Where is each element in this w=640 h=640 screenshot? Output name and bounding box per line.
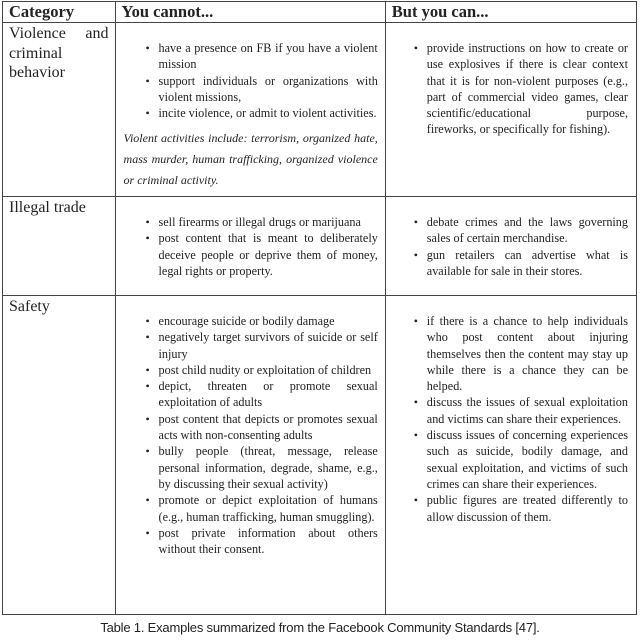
violent-activities-note: Violent activities include: terrorism, organized hate, mass murder, human trafficking, organized violence or criminal activity. bbox=[123, 131, 378, 188]
cannot-list bbox=[138, 214, 378, 279]
can-cell bbox=[385, 296, 636, 615]
table-row-illegal-trade bbox=[3, 197, 637, 296]
list-item: • promote or depict exploitation of humans (e.g., human trafficking, human smuggling). bbox=[138, 492, 378, 525]
header-you-cannot: You cannot... bbox=[115, 2, 385, 23]
list-item: • sell firearms or illegal drugs or marijuana bbox=[138, 214, 378, 230]
table-caption: Table 1. Examples summarized from the Facebook Community Standards [47]. bbox=[100, 620, 540, 635]
cannot-cell bbox=[115, 296, 385, 615]
category-cell bbox=[3, 296, 116, 615]
cannot-list bbox=[138, 40, 378, 121]
category-label: Safety bbox=[9, 298, 50, 315]
list-item: • post content that is meant to deliberately deceive people or deprive them of money, legal rights or property. bbox=[138, 230, 378, 279]
list-item: • discuss issues of concerning experiences such as suicide, bodily damage, and sexual exploitation, and victims of such crimes can share their experiences. bbox=[406, 427, 628, 492]
category-cell bbox=[3, 23, 116, 197]
header-but-you-can: But you can... bbox=[385, 2, 636, 23]
list-item: • encourage suicide or bodily damage bbox=[138, 313, 378, 329]
can-list bbox=[406, 40, 628, 138]
list-item: • support individuals or organizations with violent missions, bbox=[138, 73, 378, 106]
list-item: • depict, threaten or promote sexual exploitation of adults bbox=[138, 378, 378, 411]
list-item: • provide instructions on how to create or use explosives if there is clear context that it is for non-violent purposes (e.g., part of commercial video games, clear scientific/educational purpose, fireworks, or specifically for fishing). bbox=[406, 40, 628, 138]
can-cell bbox=[385, 197, 636, 296]
can-list bbox=[406, 214, 628, 279]
can-cell bbox=[385, 23, 636, 197]
table-row-safety bbox=[3, 296, 637, 615]
list-item: • negatively target survivors of suicide or self injury bbox=[138, 329, 378, 362]
list-item: • gun retailers can advertise what is available for sale in their stores. bbox=[406, 247, 628, 280]
list-item: • post child nudity or exploitation of children bbox=[138, 362, 378, 378]
list-item: • post content that depicts or promotes sexual acts with non-consenting adults bbox=[138, 411, 378, 444]
list-item: • discuss the issues of sexual exploitation and victims can share their experiences. bbox=[406, 394, 628, 427]
list-item: • post private information about others without their consent. bbox=[138, 525, 378, 558]
list-item: • if there is a chance to help individuals who post content about injuring themselves then the content may stay up while there is a chance they can be helped. bbox=[406, 313, 628, 394]
table-row-violence bbox=[3, 23, 637, 197]
community-standards-table bbox=[2, 1, 637, 615]
can-list bbox=[406, 313, 628, 525]
list-item: • public figures are treated differently to allow discussion of them. bbox=[406, 492, 628, 525]
cannot-list bbox=[138, 313, 378, 557]
category-cell bbox=[3, 197, 116, 296]
header-row bbox=[3, 2, 637, 23]
list-item: • debate crimes and the laws governing sales of certain merchandise. bbox=[406, 214, 628, 247]
cannot-cell bbox=[115, 197, 385, 296]
cannot-cell bbox=[115, 23, 385, 197]
list-item: • incite violence, or admit to violent activities. bbox=[138, 105, 378, 121]
list-item: • have a presence on FB if you have a violent mission bbox=[138, 40, 378, 73]
category-label: Violence and criminal behavior bbox=[9, 25, 109, 81]
category-label: Illegal trade bbox=[9, 199, 86, 216]
list-item: • bully people (threat, message, release personal information, degrade, shame, e.g., by discussing their sexual activity) bbox=[138, 443, 378, 492]
header-category: Category bbox=[3, 2, 116, 23]
